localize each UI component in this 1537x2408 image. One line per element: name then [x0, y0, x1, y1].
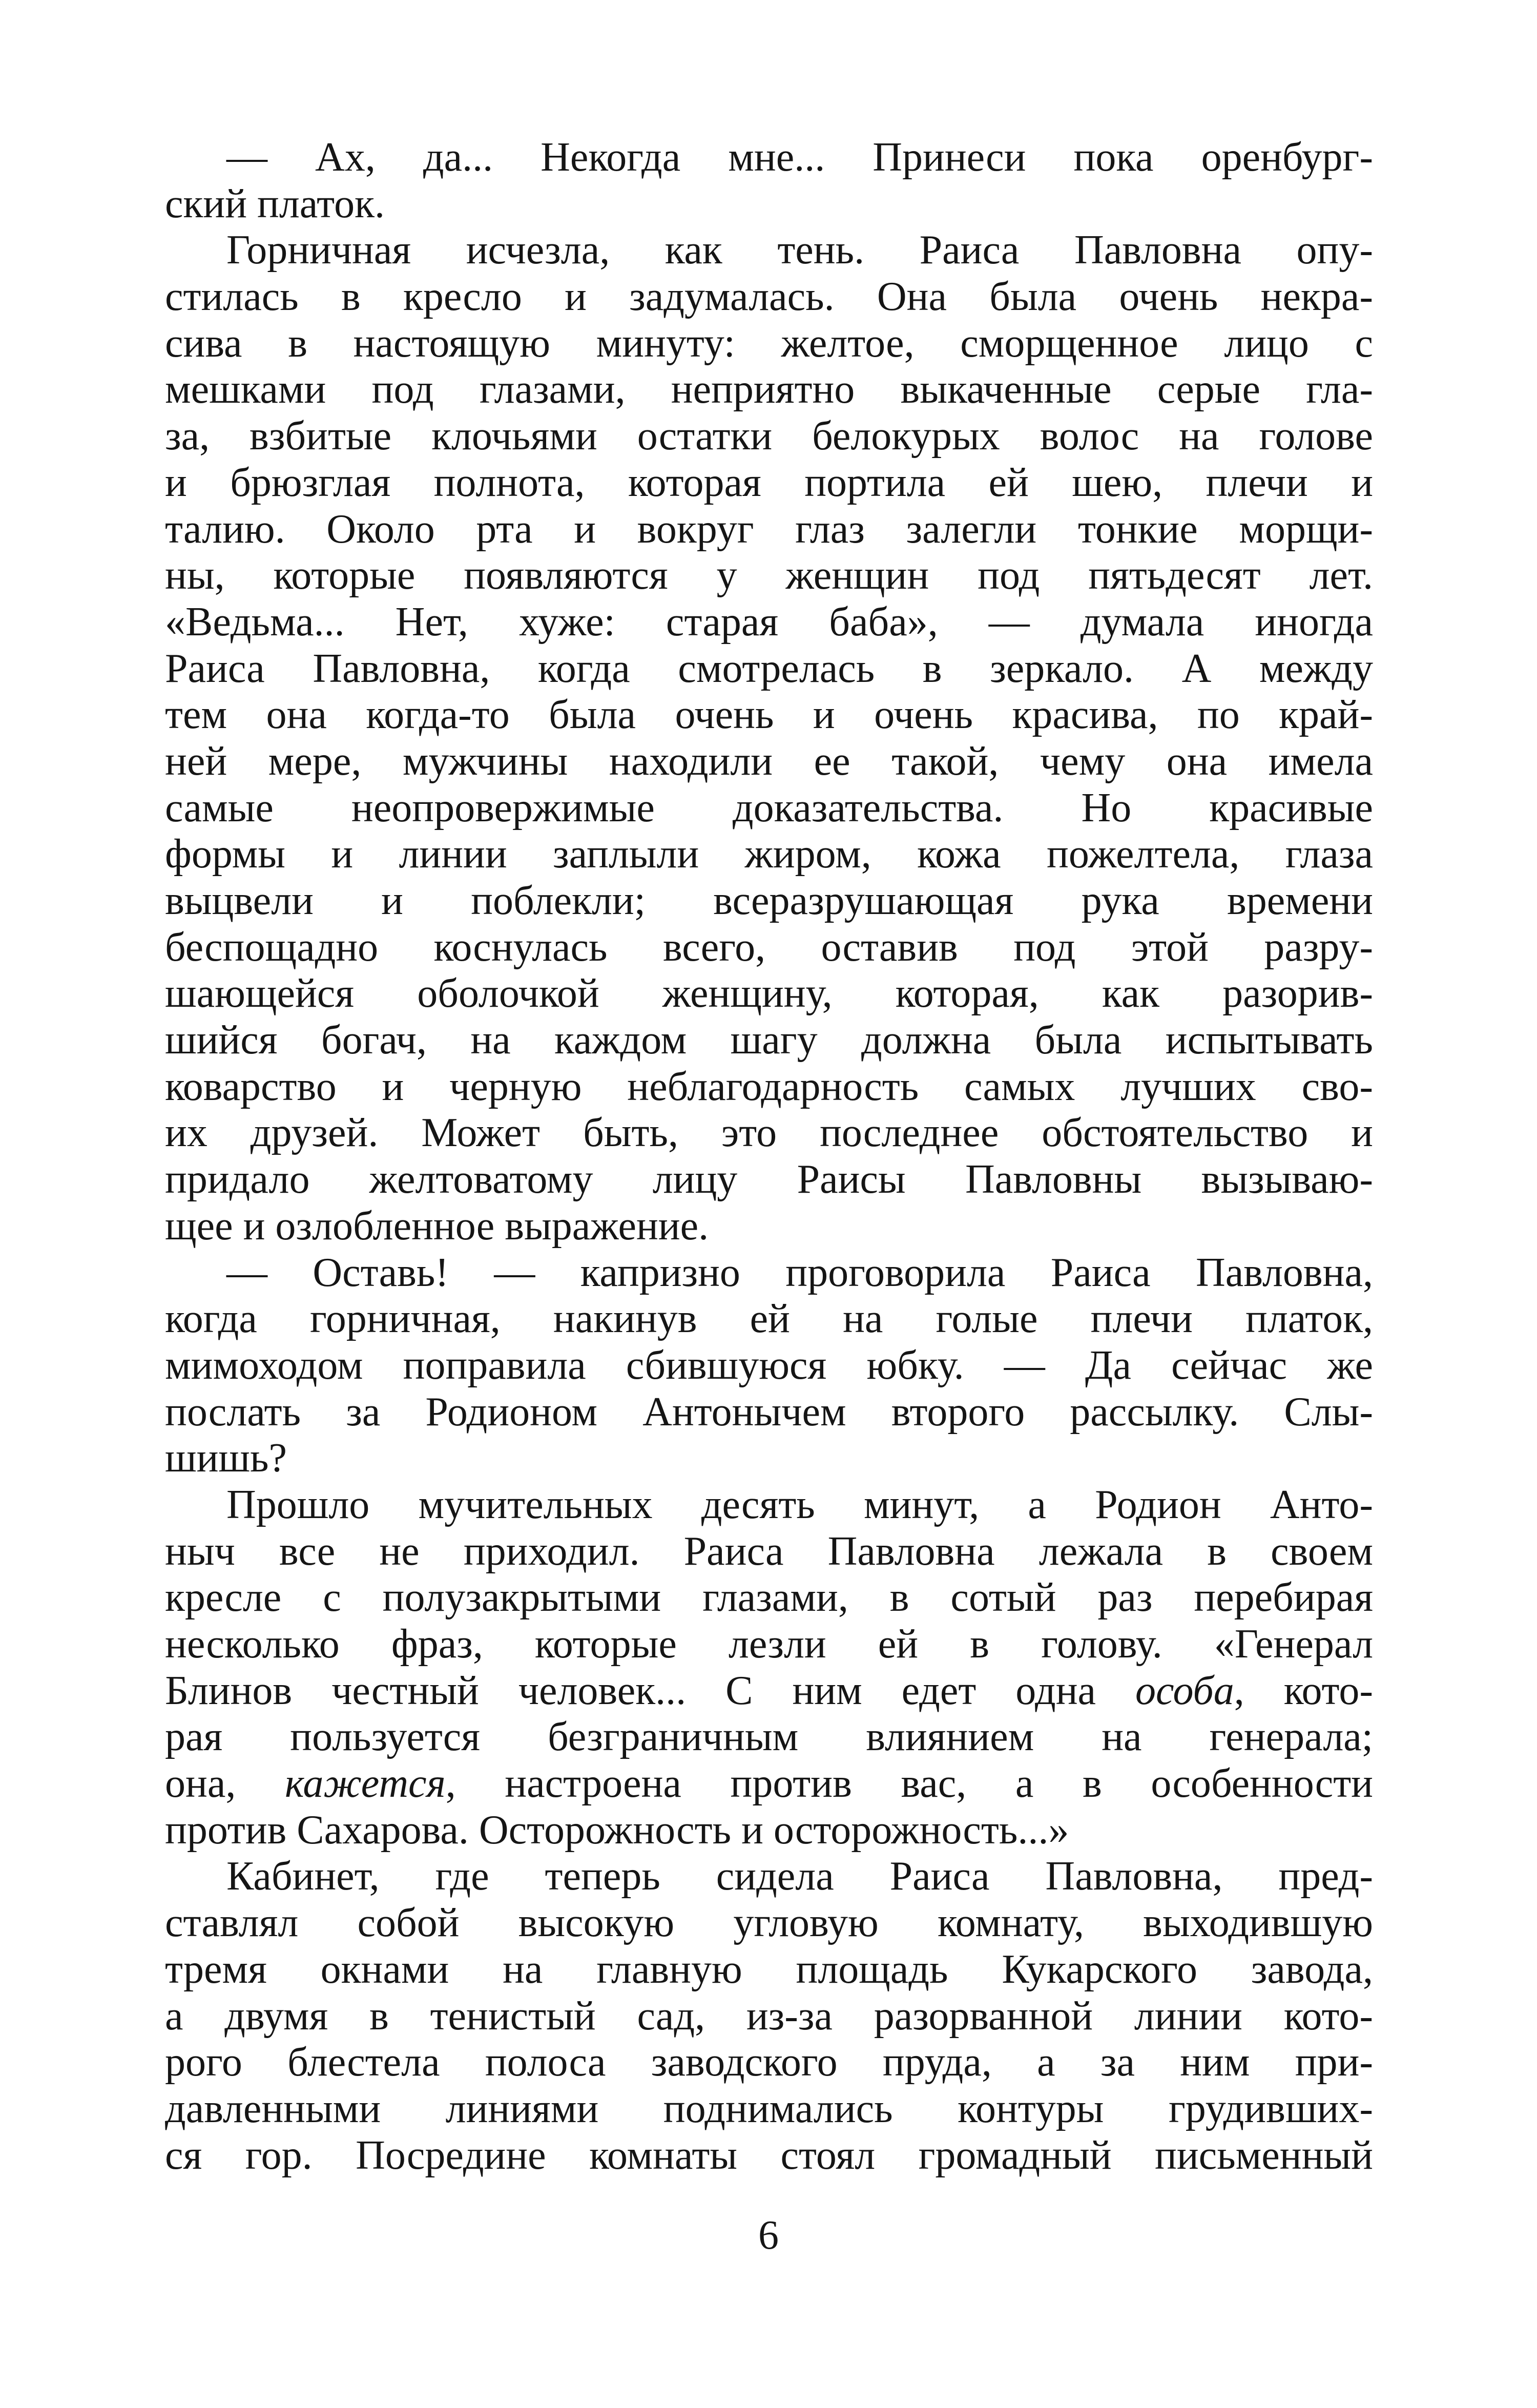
text-line — [165, 831, 1373, 878]
text-line — [165, 320, 1373, 367]
line-text: давленными линиями поднимались контуры грудивших- — [165, 2086, 1373, 2131]
text-line — [165, 1760, 1373, 1807]
line-text: несколько фраз, которые лезли ей в голову. «Генерал — [165, 1622, 1373, 1667]
text-line — [165, 785, 1373, 832]
line-text: кресле с полузакрытыми глазами, в сотый раз перебирая — [165, 1575, 1373, 1621]
line-text: придало желтоватому лицу Раисы Павловны вызываю- — [165, 1157, 1373, 1202]
text-line — [165, 1900, 1373, 1946]
line-text: когда горничная, накинув ей на голые плечи платок, — [165, 1296, 1373, 1342]
line-text: формы и линии заплыли жиром, кожа пожелтела, глаза — [165, 832, 1373, 877]
line-text: шийся богач, на каждом шагу должна была испытывать — [165, 1018, 1373, 1063]
text-line — [165, 1110, 1373, 1156]
text-line — [165, 366, 1373, 413]
text-line — [165, 2086, 1373, 2132]
text-line — [165, 413, 1373, 460]
text-line — [165, 1250, 1373, 1296]
text-line — [165, 1156, 1373, 1203]
line-text: Кабинет, где теперь сидела Раиса Павловна, пред- — [226, 1854, 1373, 1899]
line-text: Блинов честный человек... С ним едет одна — [165, 1668, 1136, 1713]
text-line — [165, 1993, 1373, 2040]
text-line — [165, 274, 1373, 320]
text-line — [165, 646, 1373, 692]
line-text: мимоходом поправила сбившуюся юбку. — Да сейчас же — [165, 1342, 1373, 1388]
text-line — [165, 692, 1373, 738]
line-text: рого блестела полоса заводского пруда, а за ним при- — [165, 2040, 1373, 2085]
line-text: беспощадно коснулась всего, оставив под этой разру- — [165, 924, 1373, 970]
text-line — [165, 1435, 1373, 1482]
line-text: — Ах, да... Некогда мне... Принеси пока оренбург- — [226, 135, 1373, 180]
text-line — [165, 1296, 1373, 1342]
text-line — [165, 1668, 1373, 1714]
line-text: против Сахарова. Осторожность и осторожность...» — [165, 1807, 1069, 1853]
line-text: ны, которые появляются у женщин под пятьдесят лет. — [165, 553, 1373, 598]
text-line — [165, 1389, 1373, 1436]
text-line — [165, 1064, 1373, 1110]
line-text: «Ведьма... Нет, хуже: старая баба», — думала иногда — [165, 599, 1373, 645]
text-line — [165, 924, 1373, 971]
line-text: коварство и черную неблагодарность самых лучших сво- — [165, 1064, 1373, 1109]
text-line — [165, 1017, 1373, 1064]
text-line — [165, 506, 1373, 553]
line-text: — Оставь! — капризно проговорила Раиса Павловна, — [226, 1250, 1373, 1295]
italic-emphasis: кажется — [284, 1761, 446, 1807]
line-text: шающейся оболочкой женщину, которая, как разорив- — [165, 971, 1373, 1016]
line-text: тремя окнами на главную площадь Кукарского завода, — [165, 1946, 1373, 1992]
line-text: а двумя в тенистый сад, из-за разорванной линии кото- — [165, 1993, 1373, 2039]
line-text: талию. Около рта и вокруг глаз залегли тонкие морщи- — [165, 506, 1373, 552]
line-text: шишь? — [165, 1436, 287, 1481]
text-line — [165, 181, 1373, 227]
text-line — [165, 227, 1373, 274]
text-line — [165, 1807, 1373, 1854]
line-text: Раиса Павловна, когда смотрелась в зеркало. А между — [165, 646, 1373, 691]
italic-emphasis: особа — [1135, 1668, 1234, 1713]
line-text: ставлял собой высокую угловую комнату, выходившую — [165, 1900, 1373, 1946]
body-text — [165, 134, 1373, 2178]
text-line — [165, 599, 1373, 646]
text-line — [165, 1621, 1373, 1668]
text-line — [165, 1714, 1373, 1760]
text-line — [165, 738, 1373, 785]
line-text: за, взбитые клочьями остатки белокурых волос на голове — [165, 413, 1373, 459]
text-line — [165, 1574, 1373, 1621]
line-text-continued: , настроена против вас, а в особенности — [445, 1761, 1373, 1807]
page-number: 6 — [758, 2213, 779, 2258]
line-text: тем она когда-то была очень и очень красива, по край- — [165, 692, 1373, 738]
line-text: она, — [165, 1761, 285, 1807]
text-line — [165, 1203, 1373, 1250]
text-line — [165, 1342, 1373, 1389]
text-line — [165, 460, 1373, 506]
text-line — [165, 552, 1373, 599]
line-text: сива в настоящую минуту: желтое, сморщенное лицо с — [165, 320, 1373, 366]
text-line — [165, 2132, 1373, 2179]
line-text: ныч все не приходил. Раиса Павловна лежала в своем — [165, 1528, 1373, 1574]
line-text: их друзей. Может быть, это последнее обстоятельство и — [165, 1110, 1373, 1156]
line-text: стилась в кресло и задумалась. Она была очень некра- — [165, 274, 1373, 320]
text-line — [165, 878, 1373, 924]
line-text: рая пользуется безграничным влиянием на генерала; — [165, 1714, 1373, 1760]
line-text: щее и озлобленное выражение. — [165, 1203, 709, 1249]
text-line — [165, 134, 1373, 181]
text-line — [165, 1528, 1373, 1575]
text-line — [165, 1853, 1373, 1900]
line-text: послать за Родионом Антонычем второго рассылку. Слы- — [165, 1389, 1373, 1435]
line-text: ся гор. Посредине комнаты стоял громадный письменный — [165, 2132, 1373, 2178]
text-line — [165, 2039, 1373, 2086]
line-text: выцвели и поблекли; всеразрушающая рука времени — [165, 878, 1373, 923]
line-text: ней мере, мужчины находили ее такой, чему она имела — [165, 738, 1373, 784]
line-text: Прошло мучительных десять минут, а Родион Анто- — [226, 1482, 1373, 1527]
line-text: мешками под глазами, неприятно выкаченные серые гла- — [165, 367, 1373, 412]
line-text: ский платок. — [165, 181, 385, 226]
text-line — [165, 1946, 1373, 1993]
line-text-continued: , кото- — [1234, 1668, 1374, 1713]
line-text: Горничная исчезла, как тень. Раиса Павловна опу- — [226, 227, 1373, 273]
line-text: самые неопровержимые доказательства. Но красивые — [165, 785, 1373, 831]
line-text: и брюзглая полнота, которая портила ей шею, плечи и — [165, 460, 1373, 505]
text-line — [165, 970, 1373, 1017]
text-line — [165, 1482, 1373, 1528]
